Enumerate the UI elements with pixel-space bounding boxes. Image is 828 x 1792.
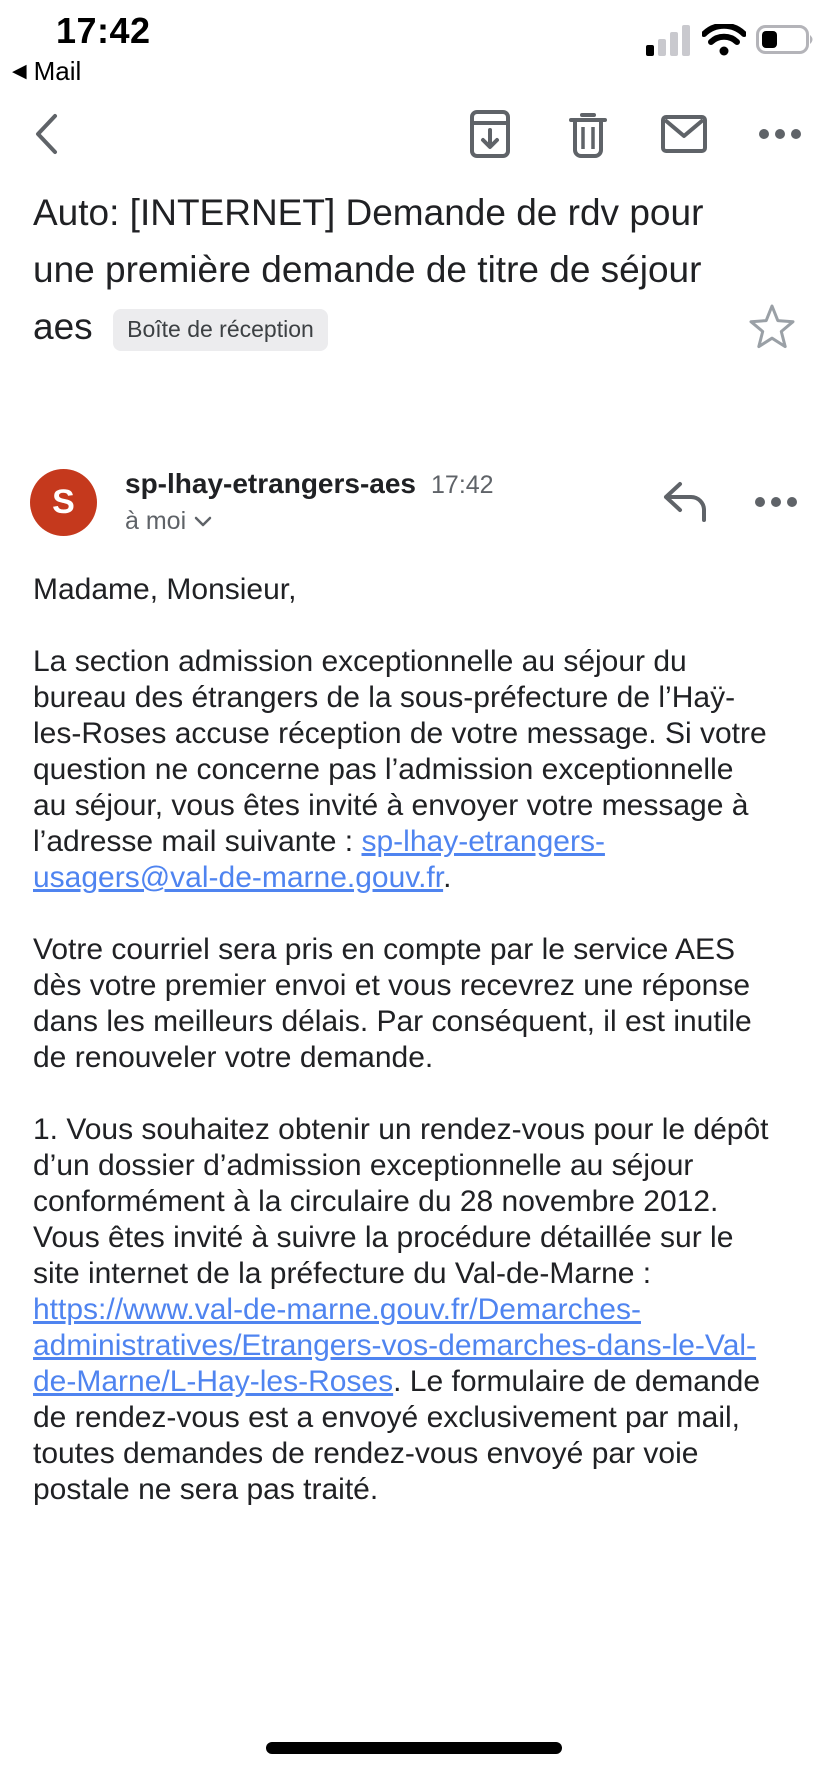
sender-avatar[interactable] — [30, 469, 97, 536]
body-paragraph-1 — [33, 644, 770, 896]
archive-button[interactable] — [466, 108, 514, 160]
sender-info — [125, 468, 494, 536]
star-button[interactable] — [747, 302, 797, 352]
subject-block — [33, 184, 733, 355]
body-paragraph-3 — [33, 1112, 770, 1508]
email-address-link[interactable]: sp-lhay-etrangers-usagers@val-de-marne.gouv.fr — [33, 825, 605, 894]
status-time: 17:42 — [56, 10, 151, 51]
prefecture-url-link[interactable]: https://www.val-de-marne.gouv.fr/Demarches-administratives/Etrangers-vos-demarches-dans-le-Val-de-Marne/L-Hay-les-Roses — [33, 1293, 757, 1398]
recipient-label: à moi — [125, 507, 187, 535]
email-body — [33, 572, 770, 1544]
delete-button[interactable] — [564, 108, 612, 160]
recipient-dropdown[interactable] — [125, 507, 494, 536]
paragraph-3-line1: 1. Vous souhaitez obtenir un rendez-vous pour le dépôt d’un dossier d’admission exceptionnelle au séjour conformément à la circulaire du 28 novembre 2012. — [33, 1113, 769, 1218]
back-triangle-icon: ◀ — [12, 61, 27, 82]
sender-name: sp-lhay-etrangers-aes — [125, 468, 417, 499]
mail-toolbar — [0, 96, 828, 174]
status-icons — [646, 24, 816, 56]
battery-icon — [756, 25, 816, 55]
paragraph-3-end: . Le formulaire de demande de rendez-vous est a envoyé exclusivement par mail, toutes demandes de rendez-vous envoyé par voie postale ne sera pas traité. — [33, 1365, 761, 1506]
email-time: 17:42 — [431, 471, 494, 499]
back-button[interactable] — [22, 108, 70, 160]
body-salutation: Madame, Monsieur, — [33, 573, 297, 606]
paragraph-3-line2: Vous êtes invité à suivre la procédure détaillée sur le site internet de la préfecture du Val-de-Marne : — [33, 1221, 734, 1290]
paragraph-1-text: La section admission exceptionnelle au séjour du bureau des étrangers de la sous-préfecture de l’Haÿ-les-Roses accuse réception de votre message. Si votre question ne concerne pas l’admission exceptionnelle au séjour, vous êtes invité à envoyer votre message à l’adresse mail suivante : — [33, 645, 767, 858]
chevron-down-icon — [194, 516, 212, 527]
wifi-icon — [702, 24, 746, 56]
cellular-signal-icon — [646, 24, 692, 56]
sender-row — [30, 466, 802, 538]
more-options-button[interactable] — [756, 108, 804, 160]
body-paragraph-2: Votre courriel sera pris en compte par le service AES dès votre premier envoi et vous recevrez une réponse dans les meilleurs délais. Par conséquent, il est inutile de renouveler votre demande. — [33, 933, 752, 1074]
inbox-label-badge[interactable]: Boîte de réception — [113, 309, 328, 351]
mark-unread-button[interactable] — [660, 108, 708, 160]
avatar-letter: S — [52, 482, 75, 521]
reply-button[interactable] — [662, 480, 708, 524]
email-subject: Auto: [INTERNET] Demande de rdv pour une première demande de titre de séjour aes — [33, 192, 704, 347]
message-more-button[interactable] — [754, 480, 802, 524]
back-to-mail-app[interactable] — [12, 56, 81, 87]
home-indicator[interactable] — [266, 1742, 562, 1754]
back-app-label: Mail — [33, 56, 82, 86]
paragraph-1-end: . — [443, 861, 452, 894]
